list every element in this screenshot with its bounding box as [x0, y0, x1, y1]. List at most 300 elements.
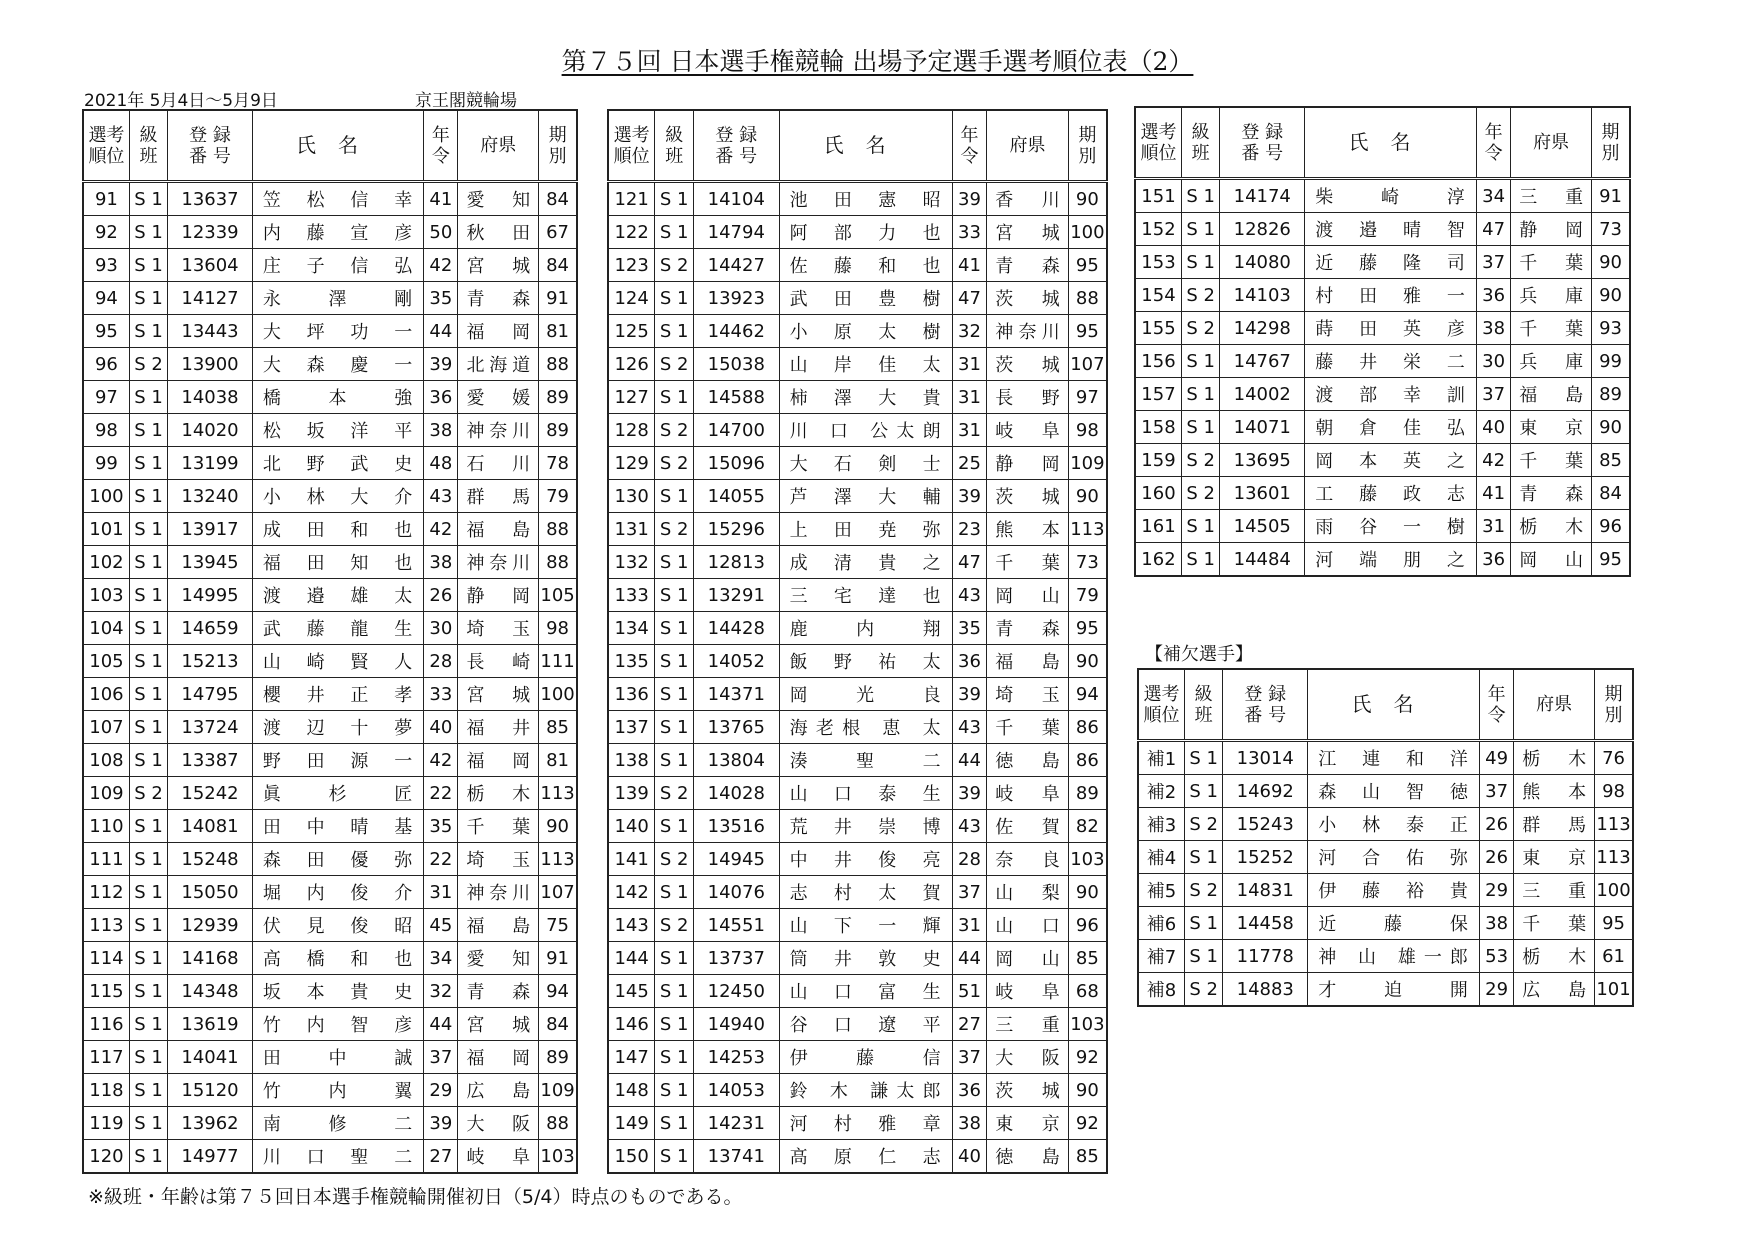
registration-cell: 14794 — [694, 216, 780, 249]
name-cell: 松 坂 洋 平 — [252, 414, 423, 447]
age-cell: 38 — [424, 414, 458, 447]
registration-cell: 14940 — [694, 1008, 780, 1041]
term-cell: 84 — [539, 182, 577, 216]
table-row — [83, 1008, 577, 1041]
table-row — [608, 942, 1107, 975]
name-cell: 山 口 泰 生 — [779, 777, 952, 810]
age-cell: 36 — [952, 645, 987, 678]
term-cell: 92 — [1068, 1107, 1107, 1140]
name-cell: 中 井 俊 亮 — [779, 843, 952, 876]
term-cell: 100 — [1068, 216, 1107, 249]
prefecture-cell: 栃木 — [1511, 510, 1592, 543]
registration-cell: 14081 — [168, 810, 253, 843]
age-cell: 35 — [424, 810, 458, 843]
rank-cell: 100 — [83, 480, 129, 513]
term-cell: 84 — [1592, 477, 1630, 510]
table-header-row — [83, 110, 577, 182]
registration-cell: 14551 — [694, 909, 780, 942]
prefecture-cell: 神奈川 — [458, 876, 539, 909]
term-cell: 73 — [1592, 213, 1630, 246]
prefecture-cell: 兵庫 — [1511, 279, 1592, 312]
prefecture-cell: 千葉 — [1511, 444, 1592, 477]
prefecture-cell: 福島 — [458, 909, 539, 942]
rank-cell: 142 — [608, 876, 655, 909]
term-cell: 86 — [1068, 711, 1107, 744]
class-cell: S 1 — [1181, 345, 1219, 378]
table-row — [83, 447, 577, 480]
header-registration-line: 登 録 — [1241, 121, 1284, 143]
registration-cell: 14028 — [694, 777, 780, 810]
class-cell: S 1 — [655, 480, 694, 513]
name-cell: 渡 邉 晴 智 — [1305, 213, 1477, 246]
table-row — [83, 182, 577, 216]
prefecture-cell: 東京 — [1514, 841, 1595, 874]
prefecture-cell: 千葉 — [458, 810, 539, 843]
header-class — [655, 110, 694, 182]
term-cell: 86 — [1068, 744, 1107, 777]
header-age-line: 年 — [1487, 683, 1506, 705]
name-cell: 橋 本 強 — [252, 381, 423, 414]
table-row — [608, 1041, 1107, 1074]
rank-cell: 91 — [83, 182, 129, 216]
term-cell: 95 — [1068, 612, 1107, 645]
class-cell: S 2 — [1181, 444, 1219, 477]
age-cell: 37 — [1479, 775, 1513, 808]
name-cell: 柿 澤 大 貴 — [779, 381, 952, 414]
table-row — [83, 414, 577, 447]
prefecture-cell: 福島 — [987, 645, 1068, 678]
class-cell: S 1 — [129, 513, 167, 546]
name-cell: 荒 井 崇 博 — [779, 810, 952, 843]
class-cell: S 1 — [1181, 411, 1219, 444]
table-row — [1138, 775, 1633, 808]
term-cell: 100 — [1595, 874, 1633, 907]
age-cell: 39 — [952, 678, 987, 711]
age-cell: 23 — [952, 513, 987, 546]
term-cell: 109 — [1068, 447, 1107, 480]
term-cell: 90 — [1592, 279, 1630, 312]
class-cell: S 2 — [1184, 973, 1222, 1007]
prefecture-cell: 愛知 — [458, 942, 539, 975]
class-cell: S 1 — [129, 942, 167, 975]
prefecture-cell: 徳島 — [987, 744, 1068, 777]
term-cell: 82 — [1068, 810, 1107, 843]
age-cell: 37 — [1476, 378, 1510, 411]
prefecture-cell: 大阪 — [458, 1107, 539, 1140]
rank-cell: 134 — [608, 612, 655, 645]
registration-cell: 15296 — [694, 513, 780, 546]
term-cell: 89 — [1592, 378, 1630, 411]
header-rank — [608, 110, 655, 182]
term-cell: 96 — [1592, 510, 1630, 543]
header-registration-line: 登 録 — [189, 124, 231, 146]
table-row — [608, 546, 1107, 579]
table-row — [83, 744, 577, 777]
rank-cell: 132 — [608, 546, 655, 579]
table-row — [83, 480, 577, 513]
rank-cell: 123 — [608, 249, 655, 282]
rank-cell: 153 — [1135, 246, 1181, 279]
term-cell: 90 — [1068, 480, 1107, 513]
rank-cell: 補1 — [1138, 741, 1184, 775]
rank-cell: 111 — [83, 843, 129, 876]
rank-cell: 133 — [608, 579, 655, 612]
name-cell: 渡 部 幸 訓 — [1305, 378, 1477, 411]
term-cell: 61 — [1595, 940, 1633, 973]
rank-cell: 161 — [1135, 510, 1181, 543]
age-cell: 30 — [1476, 345, 1510, 378]
rank-cell: 160 — [1135, 477, 1181, 510]
name-cell: 湊 聖 二 — [779, 744, 952, 777]
prefecture-cell: 千葉 — [1511, 312, 1592, 345]
prefecture-cell: 茨城 — [987, 480, 1068, 513]
age-cell: 39 — [424, 348, 458, 381]
prefecture-cell: 宮城 — [987, 216, 1068, 249]
age-cell: 38 — [424, 546, 458, 579]
prefecture-cell: 兵庫 — [1511, 345, 1592, 378]
term-cell: 79 — [1068, 579, 1107, 612]
rank-cell: 119 — [83, 1107, 129, 1140]
prefecture-cell: 岡山 — [1511, 543, 1592, 577]
ranking-table-2 — [607, 109, 1108, 1174]
class-cell: S 1 — [129, 216, 167, 249]
class-cell: S 1 — [655, 975, 694, 1008]
term-cell: 103 — [539, 1140, 577, 1174]
registration-cell: 14462 — [694, 315, 780, 348]
prefecture-cell: 千葉 — [987, 711, 1068, 744]
header-rank-line: 順位 — [1140, 142, 1177, 164]
table-row — [1138, 741, 1633, 775]
class-cell: S 1 — [129, 546, 167, 579]
registration-cell: 14002 — [1220, 378, 1305, 411]
table-row — [608, 777, 1107, 810]
age-cell: 31 — [424, 876, 458, 909]
rank-cell: 152 — [1135, 213, 1181, 246]
rank-cell: 補2 — [1138, 775, 1184, 808]
class-cell: S 1 — [129, 414, 167, 447]
header-registration — [1220, 107, 1305, 179]
table-row — [83, 348, 577, 381]
registration-cell: 14795 — [168, 678, 253, 711]
prefecture-cell: 福岡 — [458, 315, 539, 348]
table-row — [83, 843, 577, 876]
name-cell: 内 藤 宣 彦 — [252, 216, 423, 249]
rank-cell: 118 — [83, 1074, 129, 1107]
age-cell: 36 — [952, 1074, 987, 1107]
age-cell: 31 — [952, 414, 987, 447]
table-row — [608, 876, 1107, 909]
age-cell: 32 — [952, 315, 987, 348]
registration-cell: 13695 — [1220, 444, 1305, 477]
prefecture-cell: 宮城 — [458, 1008, 539, 1041]
prefecture-cell: 青森 — [458, 975, 539, 1008]
header-age-line: 年 — [431, 124, 450, 146]
rank-cell: 113 — [83, 909, 129, 942]
name-cell: 渡 辺 十 夢 — [252, 711, 423, 744]
substitute-table — [1137, 668, 1634, 1007]
table-row — [1135, 444, 1630, 477]
age-cell: 53 — [1479, 940, 1513, 973]
table-row — [608, 315, 1107, 348]
prefecture-cell: 東京 — [1511, 411, 1592, 444]
name-cell: 岡 光 良 — [779, 678, 952, 711]
rank-cell: 110 — [83, 810, 129, 843]
rank-cell: 104 — [83, 612, 129, 645]
class-cell: S 1 — [129, 447, 167, 480]
registration-cell: 14168 — [168, 942, 253, 975]
header-term-line: 別 — [1601, 142, 1620, 164]
registration-cell: 13291 — [694, 579, 780, 612]
age-cell: 40 — [1476, 411, 1510, 444]
name-cell: 工 藤 政 志 — [1305, 477, 1477, 510]
header-term-line: 期 — [1078, 124, 1097, 146]
name-cell: 小 林 大 介 — [252, 480, 423, 513]
age-cell: 26 — [424, 579, 458, 612]
header-registration-line: 番 号 — [1244, 704, 1287, 726]
age-cell: 33 — [424, 678, 458, 711]
rank-cell: 補3 — [1138, 808, 1184, 841]
class-cell: S 1 — [655, 1074, 694, 1107]
table-row — [83, 975, 577, 1008]
term-cell: 103 — [1068, 843, 1107, 876]
header-name: 氏名 — [779, 110, 952, 182]
prefecture-cell: 福島 — [458, 513, 539, 546]
registration-cell: 12939 — [168, 909, 253, 942]
name-cell: 大 森 慶 一 — [252, 348, 423, 381]
name-cell: 三 宅 達 也 — [779, 579, 952, 612]
name-cell: 眞 杉 匠 — [252, 777, 423, 810]
age-cell: 33 — [952, 216, 987, 249]
name-cell: 近 藤 隆 司 — [1305, 246, 1477, 279]
class-cell: S 1 — [655, 1041, 694, 1074]
prefecture-cell: 宮城 — [458, 678, 539, 711]
term-cell: 88 — [539, 1107, 577, 1140]
registration-cell: 14458 — [1223, 907, 1308, 940]
name-cell: 飯 野 祐 太 — [779, 645, 952, 678]
table-row — [1135, 378, 1630, 411]
registration-cell: 14348 — [168, 975, 253, 1008]
header-age — [1476, 107, 1510, 179]
age-cell: 39 — [952, 480, 987, 513]
term-cell: 75 — [539, 909, 577, 942]
registration-cell: 13240 — [168, 480, 253, 513]
registration-cell: 14055 — [694, 480, 780, 513]
age-cell: 47 — [952, 546, 987, 579]
table-row — [83, 1041, 577, 1074]
header-rank-line: 選考 — [88, 124, 125, 146]
class-cell: S 1 — [129, 810, 167, 843]
term-cell: 88 — [539, 348, 577, 381]
class-cell: S 1 — [129, 381, 167, 414]
class-cell: S 2 — [129, 777, 167, 810]
prefecture-cell: 福岡 — [458, 1041, 539, 1074]
prefecture-cell: 岡山 — [987, 942, 1068, 975]
rank-cell: 114 — [83, 942, 129, 975]
class-cell: S 1 — [129, 843, 167, 876]
table-row — [1135, 213, 1630, 246]
class-cell: S 1 — [129, 876, 167, 909]
term-cell: 95 — [1068, 249, 1107, 282]
header-class — [1181, 107, 1219, 179]
name-cell: 上 田 尭 弥 — [779, 513, 952, 546]
table-row — [83, 249, 577, 282]
age-cell: 42 — [1476, 444, 1510, 477]
name-cell: 森 山 智 徳 — [1308, 775, 1480, 808]
table-row — [1135, 411, 1630, 444]
registration-cell: 13014 — [1223, 741, 1308, 775]
table-row — [83, 282, 577, 315]
prefecture-cell: 熊本 — [987, 513, 1068, 546]
prefecture-cell: 神奈川 — [458, 414, 539, 447]
term-cell: 90 — [1068, 1074, 1107, 1107]
age-cell: 42 — [424, 249, 458, 282]
table-row — [83, 1074, 577, 1107]
age-cell: 26 — [1479, 841, 1513, 874]
class-cell: S 1 — [655, 1008, 694, 1041]
rank-cell: 143 — [608, 909, 655, 942]
prefecture-cell: 広島 — [458, 1074, 539, 1107]
age-cell: 41 — [1476, 477, 1510, 510]
prefecture-cell: 青森 — [1511, 477, 1592, 510]
prefecture-cell: 栃木 — [1514, 940, 1595, 973]
name-cell: 北 野 武 史 — [252, 447, 423, 480]
prefecture-cell: 熊本 — [1514, 775, 1595, 808]
prefecture-cell: 山梨 — [987, 876, 1068, 909]
prefecture-cell: 群馬 — [458, 480, 539, 513]
class-cell: S 1 — [129, 909, 167, 942]
prefecture-cell: 静岡 — [458, 579, 539, 612]
rank-cell: 139 — [608, 777, 655, 810]
term-cell: 98 — [1595, 775, 1633, 808]
rank-cell: 105 — [83, 645, 129, 678]
header-name: 氏名 — [1305, 107, 1477, 179]
prefecture-cell: 茨城 — [987, 1074, 1068, 1107]
class-cell: S 2 — [655, 777, 694, 810]
registration-cell: 13923 — [694, 282, 780, 315]
class-cell: S 2 — [1181, 477, 1219, 510]
prefecture-cell: 神奈川 — [458, 546, 539, 579]
class-cell: S 1 — [655, 282, 694, 315]
prefecture-cell: 三重 — [987, 1008, 1068, 1041]
age-cell: 37 — [1476, 246, 1510, 279]
header-age — [1479, 669, 1513, 741]
age-cell: 28 — [952, 843, 987, 876]
class-cell: S 1 — [1181, 246, 1219, 279]
header-age — [424, 110, 458, 182]
prefecture-cell: 北海道 — [458, 348, 539, 381]
name-cell: 藤 井 栄 二 — [1305, 345, 1477, 378]
term-cell: 90 — [1592, 411, 1630, 444]
prefecture-cell: 広島 — [1514, 973, 1595, 1007]
rank-cell: 107 — [83, 711, 129, 744]
table-row — [608, 1107, 1107, 1140]
table-row — [1135, 477, 1630, 510]
header-registration — [694, 110, 780, 182]
name-cell: 江 連 和 洋 — [1308, 741, 1480, 775]
table-row — [1135, 246, 1630, 279]
header-age-line: 令 — [960, 145, 979, 167]
table-row — [83, 909, 577, 942]
rank-cell: 117 — [83, 1041, 129, 1074]
rank-cell: 149 — [608, 1107, 655, 1140]
rank-cell: 125 — [608, 315, 655, 348]
header-registration — [1223, 669, 1308, 741]
rank-cell: 101 — [83, 513, 129, 546]
registration-cell: 13945 — [168, 546, 253, 579]
term-cell: 99 — [1592, 345, 1630, 378]
registration-cell: 13962 — [168, 1107, 253, 1140]
table-row — [1135, 510, 1630, 543]
class-cell: S 1 — [129, 315, 167, 348]
name-cell: 筒 井 敦 史 — [779, 942, 952, 975]
registration-cell: 14076 — [694, 876, 780, 909]
header-age — [952, 110, 987, 182]
rank-cell: 108 — [83, 744, 129, 777]
rank-cell: 136 — [608, 678, 655, 711]
rank-cell: 129 — [608, 447, 655, 480]
header-registration-line: 登 録 — [715, 124, 758, 146]
age-cell: 30 — [424, 612, 458, 645]
prefecture-cell: 岡山 — [987, 579, 1068, 612]
name-cell: 成 田 和 也 — [252, 513, 423, 546]
class-cell: S 2 — [655, 348, 694, 381]
name-cell: 小 林 泰 正 — [1308, 808, 1480, 841]
registration-cell: 12813 — [694, 546, 780, 579]
class-cell: S 2 — [655, 249, 694, 282]
age-cell: 26 — [1479, 808, 1513, 841]
age-cell: 44 — [424, 315, 458, 348]
class-cell: S 1 — [1184, 775, 1222, 808]
registration-cell: 14883 — [1223, 973, 1308, 1007]
prefecture-cell: 大阪 — [987, 1041, 1068, 1074]
name-cell: 渡 邉 雄 太 — [252, 579, 423, 612]
registration-cell: 14053 — [694, 1074, 780, 1107]
registration-cell: 15242 — [168, 777, 253, 810]
registration-cell: 14977 — [168, 1140, 253, 1174]
name-cell: 武 藤 龍 生 — [252, 612, 423, 645]
term-cell: 88 — [539, 513, 577, 546]
table-row — [1135, 312, 1630, 345]
table-row — [608, 711, 1107, 744]
name-cell: 雨 谷 一 樹 — [1305, 510, 1477, 543]
registration-cell: 14103 — [1220, 279, 1305, 312]
class-cell: S 1 — [129, 480, 167, 513]
header-class-line: 級 — [1194, 683, 1213, 705]
term-cell: 79 — [539, 480, 577, 513]
table-row — [83, 678, 577, 711]
rank-cell: 130 — [608, 480, 655, 513]
table-row — [1138, 808, 1633, 841]
age-cell: 43 — [952, 810, 987, 843]
registration-cell: 14831 — [1223, 874, 1308, 907]
table-row — [608, 612, 1107, 645]
term-cell: 95 — [1595, 907, 1633, 940]
name-cell: 成 清 貴 之 — [779, 546, 952, 579]
rank-cell: 127 — [608, 381, 655, 414]
class-cell: S 2 — [655, 414, 694, 447]
registration-cell: 14071 — [1220, 411, 1305, 444]
class-cell: S 1 — [129, 282, 167, 315]
table-row — [1138, 973, 1633, 1007]
term-cell: 113 — [539, 843, 577, 876]
name-cell: 山 崎 賢 人 — [252, 645, 423, 678]
header-term-line: 別 — [1078, 145, 1097, 167]
rank-cell: 126 — [608, 348, 655, 381]
table-header-row — [1135, 107, 1630, 179]
registration-cell: 14995 — [168, 579, 253, 612]
prefecture-cell: 長野 — [987, 381, 1068, 414]
age-cell: 32 — [424, 975, 458, 1008]
